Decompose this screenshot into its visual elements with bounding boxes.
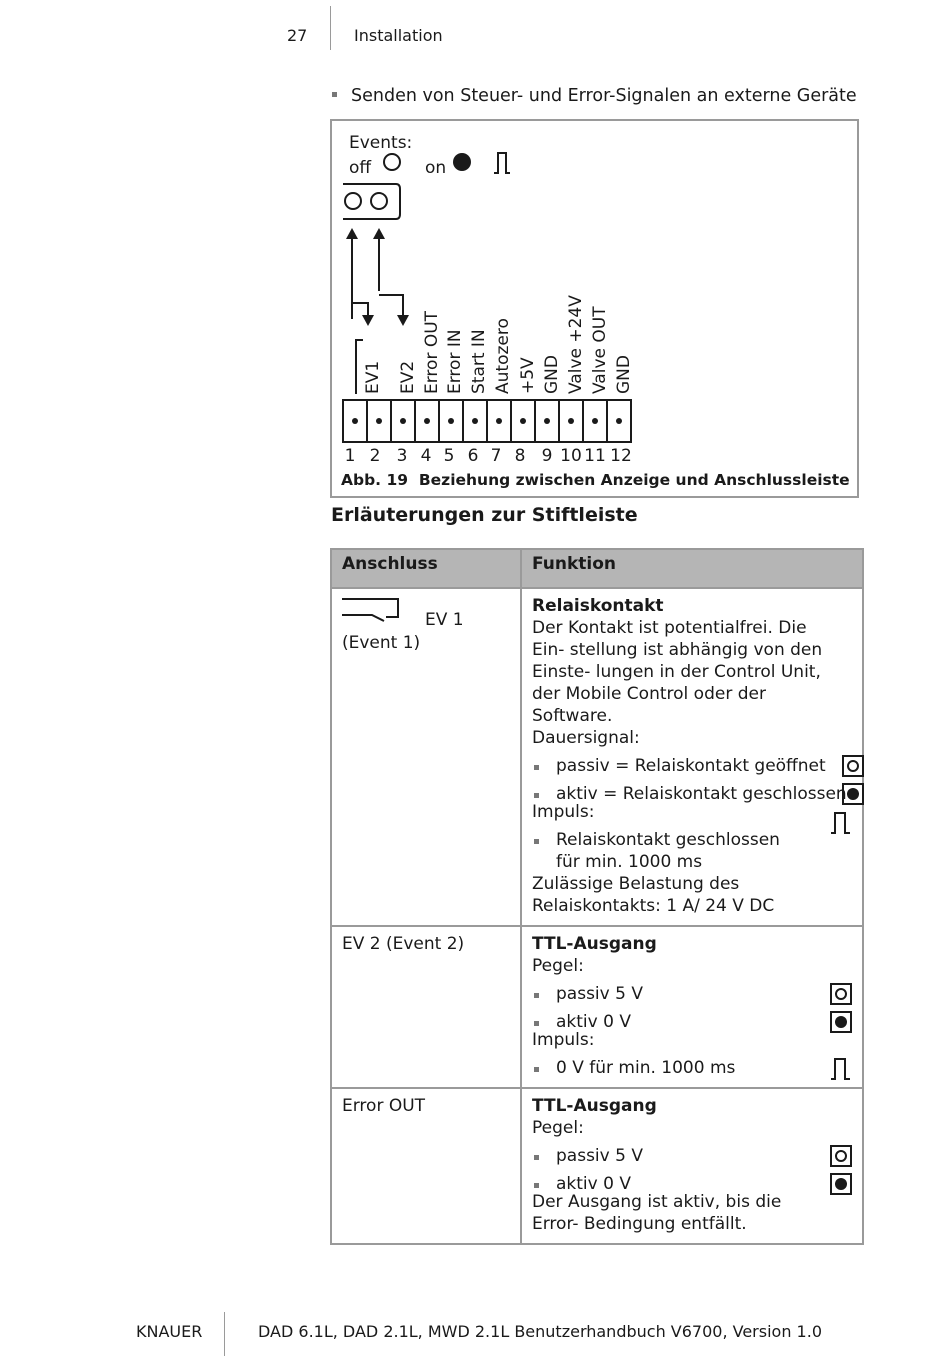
pin-number-10: 10	[560, 446, 582, 466]
pin-4	[424, 418, 430, 424]
pin-5	[448, 418, 454, 424]
footer-divider	[224, 1312, 225, 1356]
terminal-label-valve-out: Valve OUT	[590, 306, 610, 394]
footer-doc-title: DAD 6.1L, DAD 2.1L, MWD 2.1L Benutzerhandbuch V6700, Version 1.0	[258, 1322, 822, 1341]
column-header-anschluss: Anschluss	[331, 549, 521, 588]
active-state-icon	[842, 783, 864, 805]
page-number: 27	[287, 26, 308, 45]
intro-bullet-text: Senden von Steuer- und Error-Signalen an externe Geräte	[351, 86, 857, 106]
pin-number-1: 1	[344, 446, 356, 466]
list-item: passiv 5 V	[532, 983, 852, 1005]
list-item: aktiv = Relaiskontakt geschlossen	[532, 783, 852, 805]
pulse-icon	[830, 1057, 852, 1081]
passive-state-icon	[830, 983, 852, 1005]
active-state-icon	[830, 1173, 852, 1195]
pin-number-6: 6	[467, 446, 479, 466]
pin-number-5: 5	[443, 446, 455, 466]
figure-caption	[341, 471, 850, 489]
list-item: aktiv 0 V	[532, 1011, 852, 1033]
group-label-pegel: Pegel:	[532, 1118, 584, 1138]
terminal-label-valve-24v: Valve +24V	[566, 295, 586, 394]
header-section: Installation	[354, 26, 443, 45]
connector-ev1-sub: (Event 1)	[342, 633, 421, 653]
pin-8	[520, 418, 526, 424]
function-cell	[521, 1088, 863, 1244]
table-row	[331, 926, 863, 1088]
function-cell	[521, 588, 863, 926]
function-note: Zulässige Belastung des Relaiskontakts: 1 A/ 24 V DC	[532, 874, 775, 916]
function-title: TTL-Ausgang	[532, 1096, 657, 1116]
function-title: Relaiskontakt	[532, 596, 664, 616]
group-label-dauersignal: Dauersignal:	[532, 728, 640, 748]
pin-1	[352, 418, 358, 424]
group-label-impuls: Impuls:	[532, 1030, 595, 1050]
terminal-label-error-out: Error OUT	[422, 310, 442, 394]
led-ev2-icon	[371, 193, 387, 209]
pin-number-3: 3	[396, 446, 408, 466]
function-title: TTL-Ausgang	[532, 934, 657, 954]
terminal-label-5v: +5V	[518, 357, 538, 394]
off-indicator-icon	[384, 154, 400, 170]
terminal-label-gnd-2: GND	[614, 355, 634, 394]
arrow-link-2	[379, 295, 403, 318]
arrowhead-up-1-icon	[346, 228, 358, 239]
terminal-label-start-in: Start IN	[469, 329, 489, 394]
terminal-label-ev2: EV2	[398, 360, 418, 394]
arrowhead-up-2-icon	[373, 228, 385, 239]
pin-11	[592, 418, 598, 424]
table-row	[331, 588, 863, 926]
table-header-row	[331, 549, 863, 588]
on-indicator-icon	[453, 153, 471, 171]
pin-10	[568, 418, 574, 424]
passive-state-icon	[830, 1145, 852, 1167]
list-item: passiv 5 V	[532, 1145, 852, 1167]
pin-number-11: 11	[584, 446, 606, 466]
pin-function-table	[330, 548, 864, 1245]
on-label: on	[425, 158, 447, 178]
section-title: Erläuterungen zur Stiftleiste	[331, 504, 638, 526]
connector-cell	[331, 926, 521, 1088]
header-divider	[330, 6, 331, 50]
events-label: Events:	[349, 133, 413, 153]
pin-number-9: 9	[541, 446, 553, 466]
list-item: aktiv 0 V	[532, 1173, 852, 1195]
terminal-label-error-in: Error IN	[445, 329, 465, 394]
relay-symbol-icon	[356, 340, 363, 394]
off-label: off	[349, 158, 372, 178]
figure-box	[330, 119, 859, 498]
list-item: passiv = Relaiskontakt geöffnet	[532, 755, 852, 777]
terminal-label-ev1: EV1	[363, 360, 383, 394]
pulse-icon	[830, 811, 852, 835]
pin-number-7: 7	[490, 446, 502, 466]
intro-bullet	[332, 86, 857, 106]
list-item: 0 V für min. 1000 ms	[532, 1057, 852, 1079]
pin-number-2: 2	[369, 446, 381, 466]
arrowhead-down-1-icon	[362, 315, 374, 326]
connector-ev2: EV 2 (Event 2)	[342, 934, 465, 954]
passive-state-icon	[842, 755, 864, 777]
terminal-label-gnd-1: GND	[542, 355, 562, 394]
pin-2	[376, 418, 382, 424]
function-description: Der Kontakt ist potentialfrei. Die Ein- stellung ist abhängig von den Einste- lungen in der Control Unit, der Mobile Control oder der Software.	[532, 618, 823, 726]
pin-number-12: 12	[610, 446, 632, 466]
connector-cell	[331, 588, 521, 926]
arrowhead-down-2-icon	[397, 315, 409, 326]
list-item: Relaiskontakt geschlossen für min. 1000 ms	[532, 829, 806, 873]
connector-cell	[331, 1088, 521, 1244]
connector-diagram	[332, 121, 861, 500]
pin-9	[544, 418, 550, 424]
caption-prefix: Abb. 19	[341, 471, 409, 489]
pin-7	[496, 418, 502, 424]
terminal-label-autozero: Autozero	[493, 318, 513, 394]
connector-ev1: EV 1	[425, 610, 464, 630]
function-note: Der Ausgang ist aktiv, bis die Error- Bedingung entfällt.	[532, 1192, 782, 1234]
group-label-pegel: Pegel:	[532, 956, 584, 976]
footer-brand: KNAUER	[136, 1322, 203, 1341]
pin-12	[616, 418, 622, 424]
column-header-funktion: Funktion	[521, 549, 863, 588]
caption-text: Beziehung zwischen Anzeige und Anschlussleiste	[418, 471, 850, 489]
bullet-square	[332, 92, 337, 97]
function-cell	[521, 926, 863, 1088]
pin-number-4: 4	[420, 446, 432, 466]
group-label-impuls: Impuls:	[532, 802, 595, 822]
table-row	[331, 1088, 863, 1244]
pin-6	[472, 418, 478, 424]
pin-3	[400, 418, 406, 424]
pulse-icon	[494, 153, 510, 173]
relay-contact-icon	[342, 595, 402, 623]
led-ev1-icon	[345, 193, 361, 209]
active-state-icon	[830, 1011, 852, 1033]
pin-number-8: 8	[514, 446, 526, 466]
connector-error-out: Error OUT	[342, 1096, 426, 1116]
